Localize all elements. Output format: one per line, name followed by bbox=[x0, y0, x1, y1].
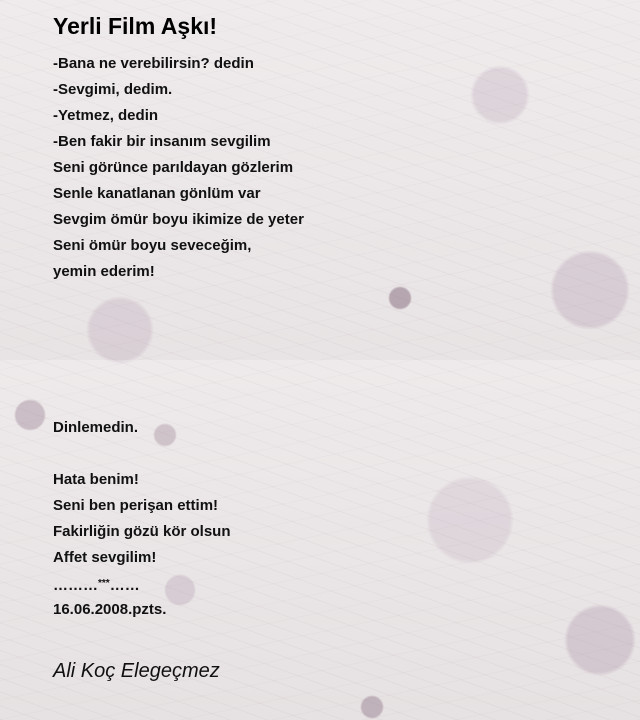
poem-line: Seni ben perişan ettim! bbox=[53, 497, 219, 514]
separator-dots-left: ……… bbox=[53, 577, 98, 594]
poem-line: -Yetmez, dedin bbox=[53, 107, 159, 124]
poem-blank-line bbox=[53, 389, 613, 415]
poem-line: Affet sevgilim! bbox=[53, 549, 157, 566]
separator-stars: *** bbox=[98, 578, 110, 589]
poem-date-line: 16.06.2008.pzts. bbox=[53, 601, 167, 618]
poem-line: Fakirliğin gözü kör olsun bbox=[53, 523, 231, 540]
poem-title: Yerli Film Aşkı! bbox=[53, 13, 218, 39]
poem-line: Dinlemedin. bbox=[53, 419, 139, 436]
poem-line: -Ben fakir bir insanım sevgilim bbox=[53, 133, 271, 150]
poem-body bbox=[53, 51, 613, 623]
poem-line: yemin ederim! bbox=[53, 263, 155, 280]
separator-dots-right: …… bbox=[109, 577, 140, 594]
poem-blank-line bbox=[53, 363, 613, 389]
poem-line: Seni görünce parıldayan gözlerim bbox=[53, 159, 294, 176]
poem-line: Hata benim! bbox=[53, 471, 139, 488]
poem-line: -Sevgimi, dedim. bbox=[53, 81, 173, 98]
poem-line: -Bana ne verebilirsin? dedin bbox=[53, 55, 254, 72]
poem-blank-line bbox=[53, 441, 613, 467]
poem-author: Ali Koç Elegeçmez bbox=[53, 660, 220, 682]
poem-line: Sevgim ömür boyu ikimize de yeter bbox=[53, 211, 304, 228]
poem-line: Senle kanatlanan gönlüm var bbox=[53, 185, 261, 202]
poem-separator bbox=[53, 571, 613, 597]
poem-line: Seni ömür boyu seveceğim, bbox=[53, 237, 252, 254]
poem-blank-line bbox=[53, 337, 613, 363]
poem-blank-line bbox=[53, 311, 613, 337]
poem-blank-line bbox=[53, 285, 613, 311]
